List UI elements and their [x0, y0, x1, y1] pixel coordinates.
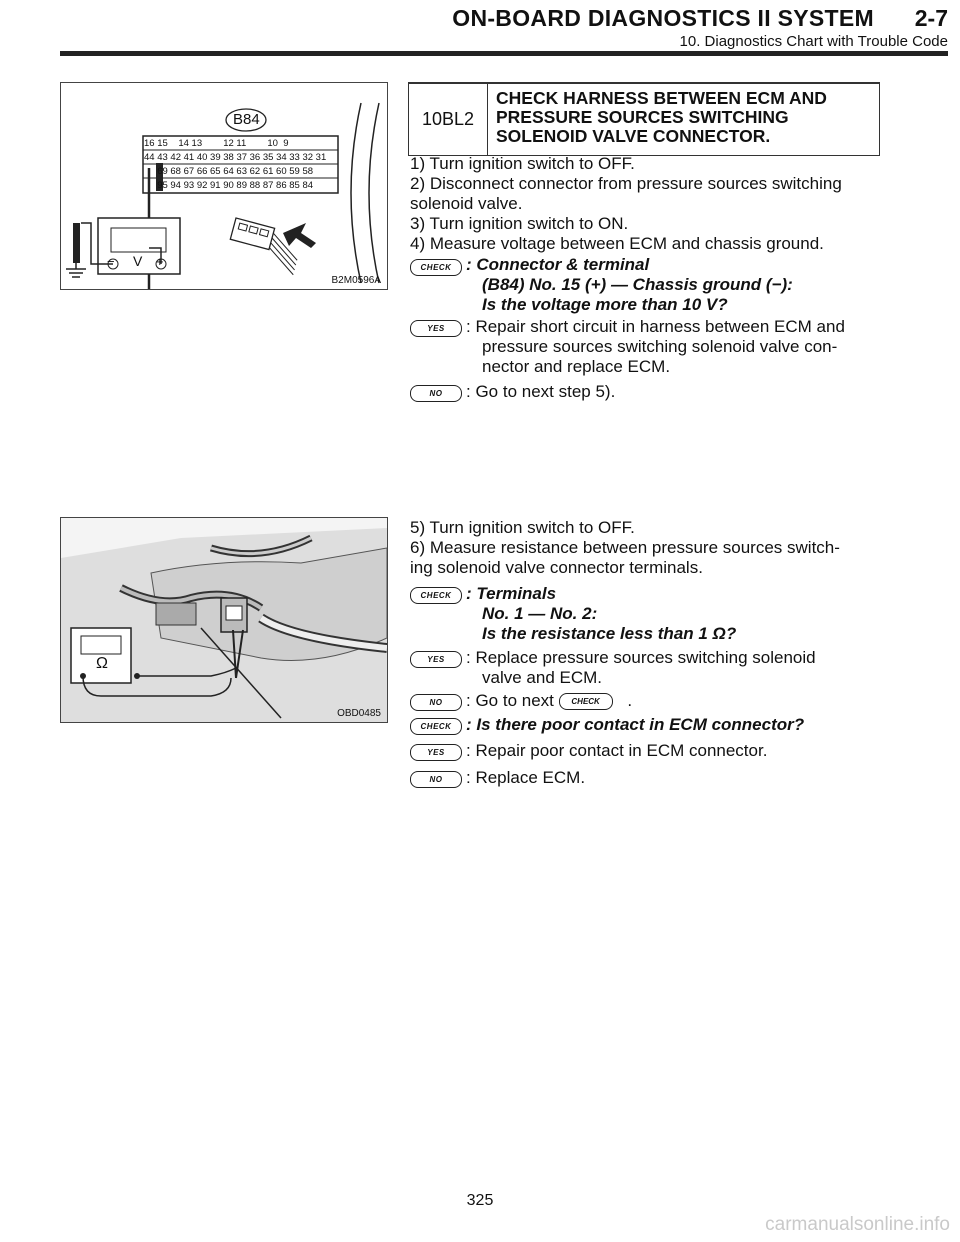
no-text-suffix: .: [627, 691, 633, 710]
engine-bay-photo: [61, 518, 387, 722]
watermark: carmanualsonline.info: [765, 1214, 950, 1235]
page-number: 325: [466, 1192, 494, 1209]
check-line: Is the resistance less than 1 Ω?: [482, 624, 737, 643]
pin-row-1: 16 15 14 13 12 11 10 9: [144, 138, 289, 149]
procedure-line: 6) Measure resistance between pressure sources switch-: [410, 538, 840, 557]
procedure-block-2: [410, 518, 880, 578]
check-block-1: [466, 255, 793, 315]
check-line: No. 1 — No. 2:: [482, 604, 598, 623]
yes-text-3: : Repair poor contact in ECM connector.: [466, 741, 768, 760]
pin-row-4: 95 94 93 92 91 90 89 88 87 86 85 84: [144, 180, 314, 191]
yes-block-2: [466, 648, 816, 688]
no-icon: NO: [410, 771, 462, 788]
no-text-3: : Replace ECM.: [466, 768, 586, 787]
yes-icon: YES: [410, 744, 462, 761]
yes-line: : Repair short circuit in harness between ECM and: [466, 317, 845, 336]
step-title: [488, 84, 879, 155]
yes-line: nector and replace ECM.: [482, 357, 671, 376]
yes-line: valve and ECM.: [482, 668, 602, 687]
procedure-line: 4) Measure voltage between ECM and chassis ground.: [410, 234, 824, 253]
section-subtitle: 10. Diagnostics Chart with Trouble Code: [679, 33, 948, 50]
procedure-block-1: [410, 154, 880, 254]
step-title-line: PRESSURE SOURCES SWITCHING: [496, 107, 789, 127]
figure-connector-voltage: [60, 82, 388, 290]
meter-v: V: [133, 253, 143, 269]
no-text-2: [466, 691, 632, 711]
no-text-1: : Go to next step 5).: [466, 382, 616, 401]
check-line: (B84) No. 15 (+) — Chassis ground (−):: [482, 275, 793, 294]
yes-block-1: [466, 317, 845, 377]
procedure-line: 5) Turn ignition switch to OFF.: [410, 518, 635, 537]
figure2-caption: OBD0485: [337, 708, 381, 719]
procedure-line: solenoid valve.: [410, 194, 523, 213]
yes-line: pressure sources switching solenoid valve con-: [482, 337, 838, 356]
procedure-line: 3) Turn ignition switch to ON.: [410, 214, 629, 233]
check-text-3: : Is there poor contact in ECM connector?: [466, 715, 805, 734]
step-header: [408, 82, 880, 156]
yes-line: : Replace pressure sources switching solenoid: [466, 648, 816, 667]
check-block-2: [466, 584, 736, 644]
procedure-line: ing solenoid valve connector terminals.: [410, 558, 703, 577]
connector-label: B84: [233, 111, 260, 128]
step-code: 10BL2: [409, 84, 488, 155]
figure1-caption: B2M0596A: [331, 275, 381, 286]
no-icon: NO: [410, 694, 462, 711]
yes-icon: YES: [410, 651, 462, 668]
section-title: ON-BOARD DIAGNOSTICS II SYSTEM: [452, 5, 874, 31]
meter-minus: −: [107, 254, 115, 269]
pin-row-3: 69 68 67 66 65 64 63 62 61 60 59 58: [144, 166, 314, 177]
check-icon: CHECK: [410, 259, 462, 276]
step-title-line: CHECK HARNESS BETWEEN ECM AND: [496, 88, 827, 108]
pin-row-2: 44 43 42 41 40 39 38 37 36 35 34 33 32 31: [144, 152, 327, 163]
section-code: 2-7: [914, 5, 948, 31]
check-icon: CHECK: [410, 587, 462, 604]
check-line: : Connector & terminal: [466, 255, 650, 274]
procedure-line: 1) Turn ignition switch to OFF.: [410, 154, 635, 173]
check-line: : Terminals: [466, 584, 557, 603]
check-icon: CHECK: [410, 718, 462, 735]
check-icon: CHECK: [559, 693, 613, 710]
meter-plus: +: [156, 254, 164, 269]
meter-ohm-symbol: Ω: [96, 655, 108, 672]
step-title-line: SOLENOID VALVE CONNECTOR.: [496, 126, 771, 146]
no-text-prefix: : Go to next: [466, 691, 554, 710]
yes-icon: YES: [410, 320, 462, 337]
check-line: Is the voltage more than 10 V?: [482, 295, 728, 314]
no-icon: NO: [410, 385, 462, 402]
header-rule: [60, 51, 948, 56]
procedure-line: 2) Disconnect connector from pressure sources switching: [410, 174, 842, 193]
figure-resistance-photo: [60, 517, 388, 723]
